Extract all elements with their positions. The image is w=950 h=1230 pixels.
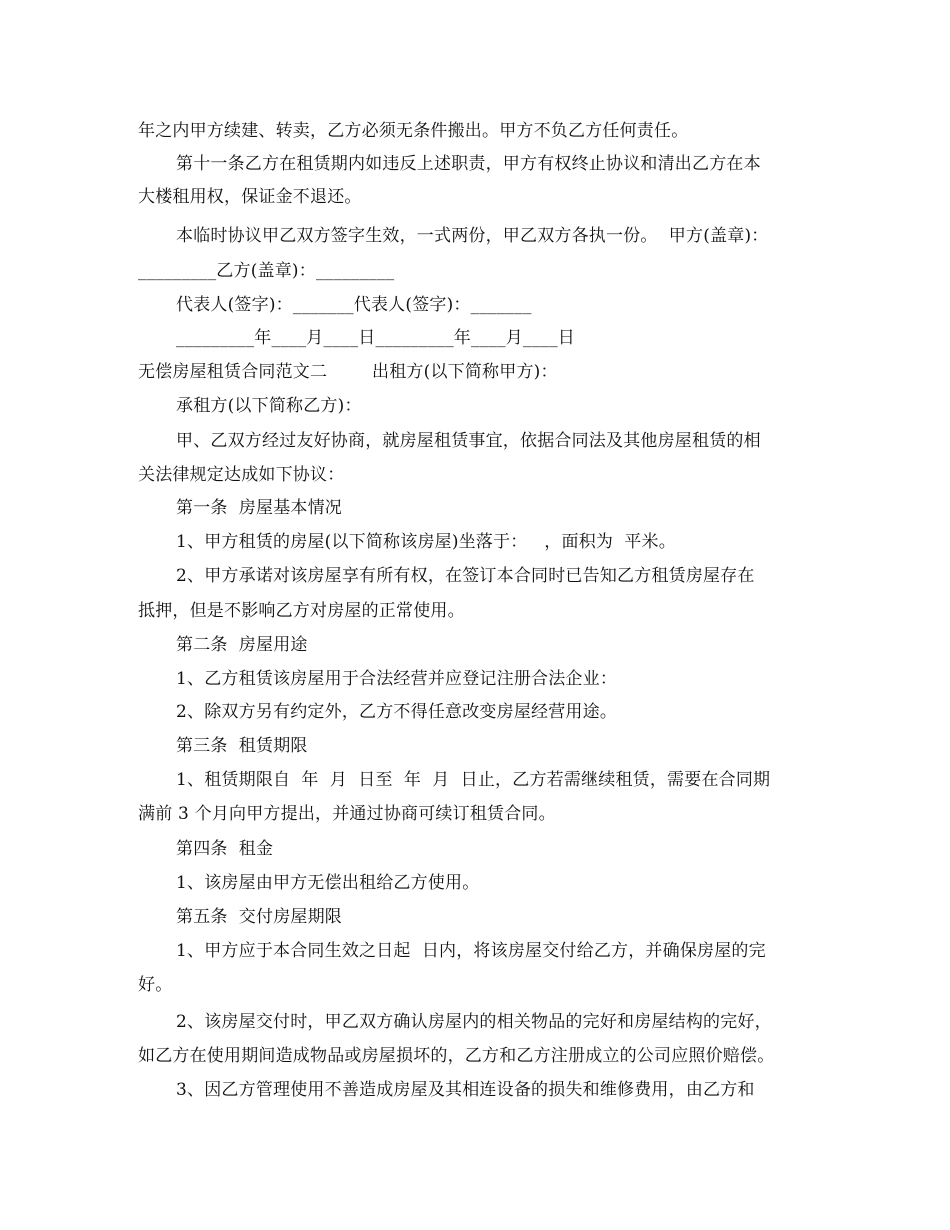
text-line: 1、租赁期限自 年 月 日至 年 月 日止，乙方若需继续租赁，需要在合同期 (176, 770, 771, 790)
clause-heading: 第一条 房屋基本情况 (176, 498, 343, 518)
date-line: _________年____月____日_________年____月____日 (176, 328, 575, 348)
text-line: 大楼租用权，保证金不退还。 (138, 187, 362, 207)
text-line: 1、甲方租赁的房屋(以下简称该房屋)坐落于： ，面积为 平米。 (176, 532, 676, 552)
text-line: 年之内甲方续建、转卖，乙方必须无条件搬出。甲方不负乙方任何责任。 (138, 121, 689, 141)
text-line: 1、该房屋由甲方无偿出租给乙方使用。 (176, 873, 480, 893)
text-line: 2、该房屋交付时，甲乙双方确认房屋内的相关物品的完好和房屋结构的完好， (176, 1012, 772, 1032)
text-line: 本临时协议甲乙双方签字生效，一式两份，甲乙双方各执一份。 甲方(盖章)： (176, 226, 769, 246)
text-line: 承租方(以下简称乙方)： (176, 396, 362, 416)
text-line: 关法律规定达成如下协议： (138, 465, 345, 485)
signature-line: _________乙方(盖章)：_________ (138, 261, 395, 281)
clause-heading: 第二条 房屋用途 (176, 635, 308, 655)
text-line: 3、因乙方管理使用不善造成房屋及其相连设备的损失和维修费用，由乙方和 (176, 1080, 755, 1100)
text-line: 甲、乙双方经过友好协商，就房屋租赁事宜，依据合同法及其他房屋租赁的相 (176, 431, 761, 451)
clause-heading: 第五条 交付房屋期限 (176, 907, 343, 927)
text-line: 1、甲方应于本合同生效之日起 日内，将该房屋交付给乙方，并确保房屋的完 (176, 941, 766, 961)
section-heading: 无偿房屋租赁合同范文二 出租方(以下简称甲方)： (138, 362, 558, 382)
text-line: 第十一条乙方在租赁期内如违反上述职责，甲方有权终止协议和清出乙方在本 (176, 154, 761, 174)
clause-heading: 第四条 租金 (176, 839, 274, 859)
text-line: 好。 (138, 975, 173, 995)
clause-heading: 第三条 租赁期限 (176, 736, 308, 756)
text-line: 抵押，但是不影响乙方对房屋的正常使用。 (138, 601, 465, 621)
text-line: 如乙方在使用期间造成物品或房屋损坏的，乙方和乙方注册成立的公司应照价赔偿。 (138, 1046, 775, 1066)
text-line: 2、除双方另有约定外，乙方不得任意改变房屋经营用途。 (176, 702, 618, 722)
text-line: 满前 3 个月向甲方提出，并通过协商可续订租赁合同。 (138, 804, 556, 824)
text-line: 1、乙方租赁该房屋用于合法经营并应登记注册合法企业： (176, 669, 618, 689)
text-line: 2、甲方承诺对该房屋享有所有权，在签订本合同时已告知乙方租赁房屋存在 (176, 566, 755, 586)
signature-line: 代表人(签字)：_______代表人(签字)：_______ (176, 295, 532, 315)
